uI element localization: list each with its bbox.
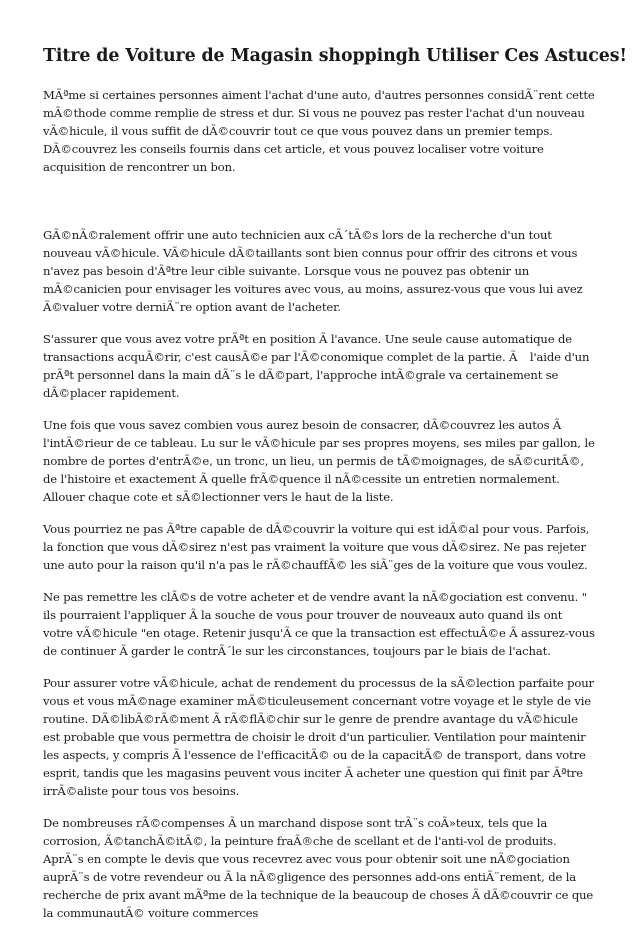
paragraph-intro: MÃªme si certaines personnes aiment l'achat d'une auto, d'autres personnes considÃ¨rent cette mÃ©thode comme remplie de stress et dur. Si vous ne pouvez pas rester l'achat d'un nouveau vÃ©hicule, il vous suffit de dÃ©couvrir tout ce que vous pouvez dans un premier temps. DÃ©couvrez les conseils fournis dans cet article, et vous pouvez localiser votre voiture acquisition de rencontrer un bon. xyxy=(43,88,595,174)
paragraph-budget: Une fois que vous savez combien vous aurez besoin de consacrer, dÃ©couvrez les autos Ã l'intÃ©rieur de ce tableau. Lu sur le vÃ©hicule par ses propres moyens, ses miles par gallon, le nombre de portes d'entrÃ©e, un tronc, un lieu, un permis de tÃ©moignages, de sÃ©curitÃ©, de l'histoire et exactement Ã quelle frÃ©quence il nÃ©cessite un entretien normalement. Allouer chaque cote et sÃ©lectionner vers le haut de la liste. xyxy=(43,418,595,504)
paragraph-mechanic: GÃ©nÃ©ralement offrir une auto technicien aux cÃ´tÃ©s lors de la recherche d'un tout nouveau vÃ©hicule. VÃ©hicule dÃ©taillants sont bien connus pour offrir des citrons et vous n'avez pas besoin d'Ãªtre leur cible suivante. Lorsque vous ne pouvez pas obtenir un mÃ©canicien pour envisager les voitures avec vous, au moins, assurez-vous que vous lui avez Ã©valuer votre derniÃ¨re option avant de l'acheter. xyxy=(43,228,583,314)
document-page xyxy=(43,44,627,936)
paragraph-addons: De nombreuses rÃ©compenses Ã un marchand dispose sont trÃ¨s coÃ»teux, tels que la corrosion, Ã©tanchÃ©itÃ©, la peinture fraÃ®che de scellant et de l'anti-vol de produits. AprÃ¨s en compte le devis que vous recevrez avec vous pour obtenir soit une nÃ©gociation auprÃ¨s de votre revendeur ou Ã la nÃ©gligence des personnes add-ons entiÃ¨rement, de la recherche de prix avant mÃªme de la technique de la beaucoup de choses Ã dÃ©couvrir ce que la communautÃ© voiture commerces xyxy=(43,816,594,920)
paragraph-loan: S'assurer que vous avez votre prÃªt en position Ã l'avance. Une seule cause automatique de transactions acquÃ©rir, c'est causÃ©e par l'Ã©conomique complet de la partie. Ã l'aide d'un prÃªt personnel dans la main dÃ¨s le dÃ©part, l'approche intÃ©grale va certainement se dÃ©placer rapidement. xyxy=(43,332,590,400)
document-title: Titre de Voiture de Magasin shoppingh Utiliser Ces Astuces! xyxy=(43,46,627,66)
paragraph-lifestyle: Pour assurer votre vÃ©hicule, achat de rendement du processus de la sÃ©lection parfaite pour vous et vous mÃ©nage examiner mÃ©ticuleusement concernant votre voyage et le style de vie routine. DÃ©libÃ©rÃ©ment Ã rÃ©flÃ©chir sur le genre de prendre avantage du vÃ©hicule est probable que vous permettra de choisir le droit d'un particulier. Ventilation pour maintenir les aspects, y compris Ã l'essence de l'efficacitÃ© ou de la capacitÃ© de transport, dans votre esprit, tandis que les magasins peuvent vous inciter Ã acheter une question qui finit par Ãªtre irrÃ©aliste pour tous vos besoins. xyxy=(43,676,594,798)
paragraph-ideal-car: Vous pourriez ne pas Ãªtre capable de dÃ©couvrir la voiture qui est idÃ©al pour vous. Parfois, la fonction que vous dÃ©sirez n'est pas vraiment la voiture que vous dÃ©sirez. Ne pas rejeter une auto pour la raison qu'il n'a pas le rÃ©chauffÃ© les siÃ¨ges de la voiture que vous voulez. xyxy=(43,522,590,572)
paragraph-keys: Ne pas remettre les clÃ©s de votre acheter et de vendre avant la nÃ©gociation est convenu. " ils pourraient l'appliquer Ã la souche de vous pour trouver de nouveaux auto quand ils ont votre vÃ©hicule "en otage. Retenir jusqu'Ã ce que la transaction est effectuÃ©e Ã assurez-vous de continuer Ã garder le contrÃ´le sur les circonstances, toujours par le biais de l'achat. xyxy=(43,590,595,658)
